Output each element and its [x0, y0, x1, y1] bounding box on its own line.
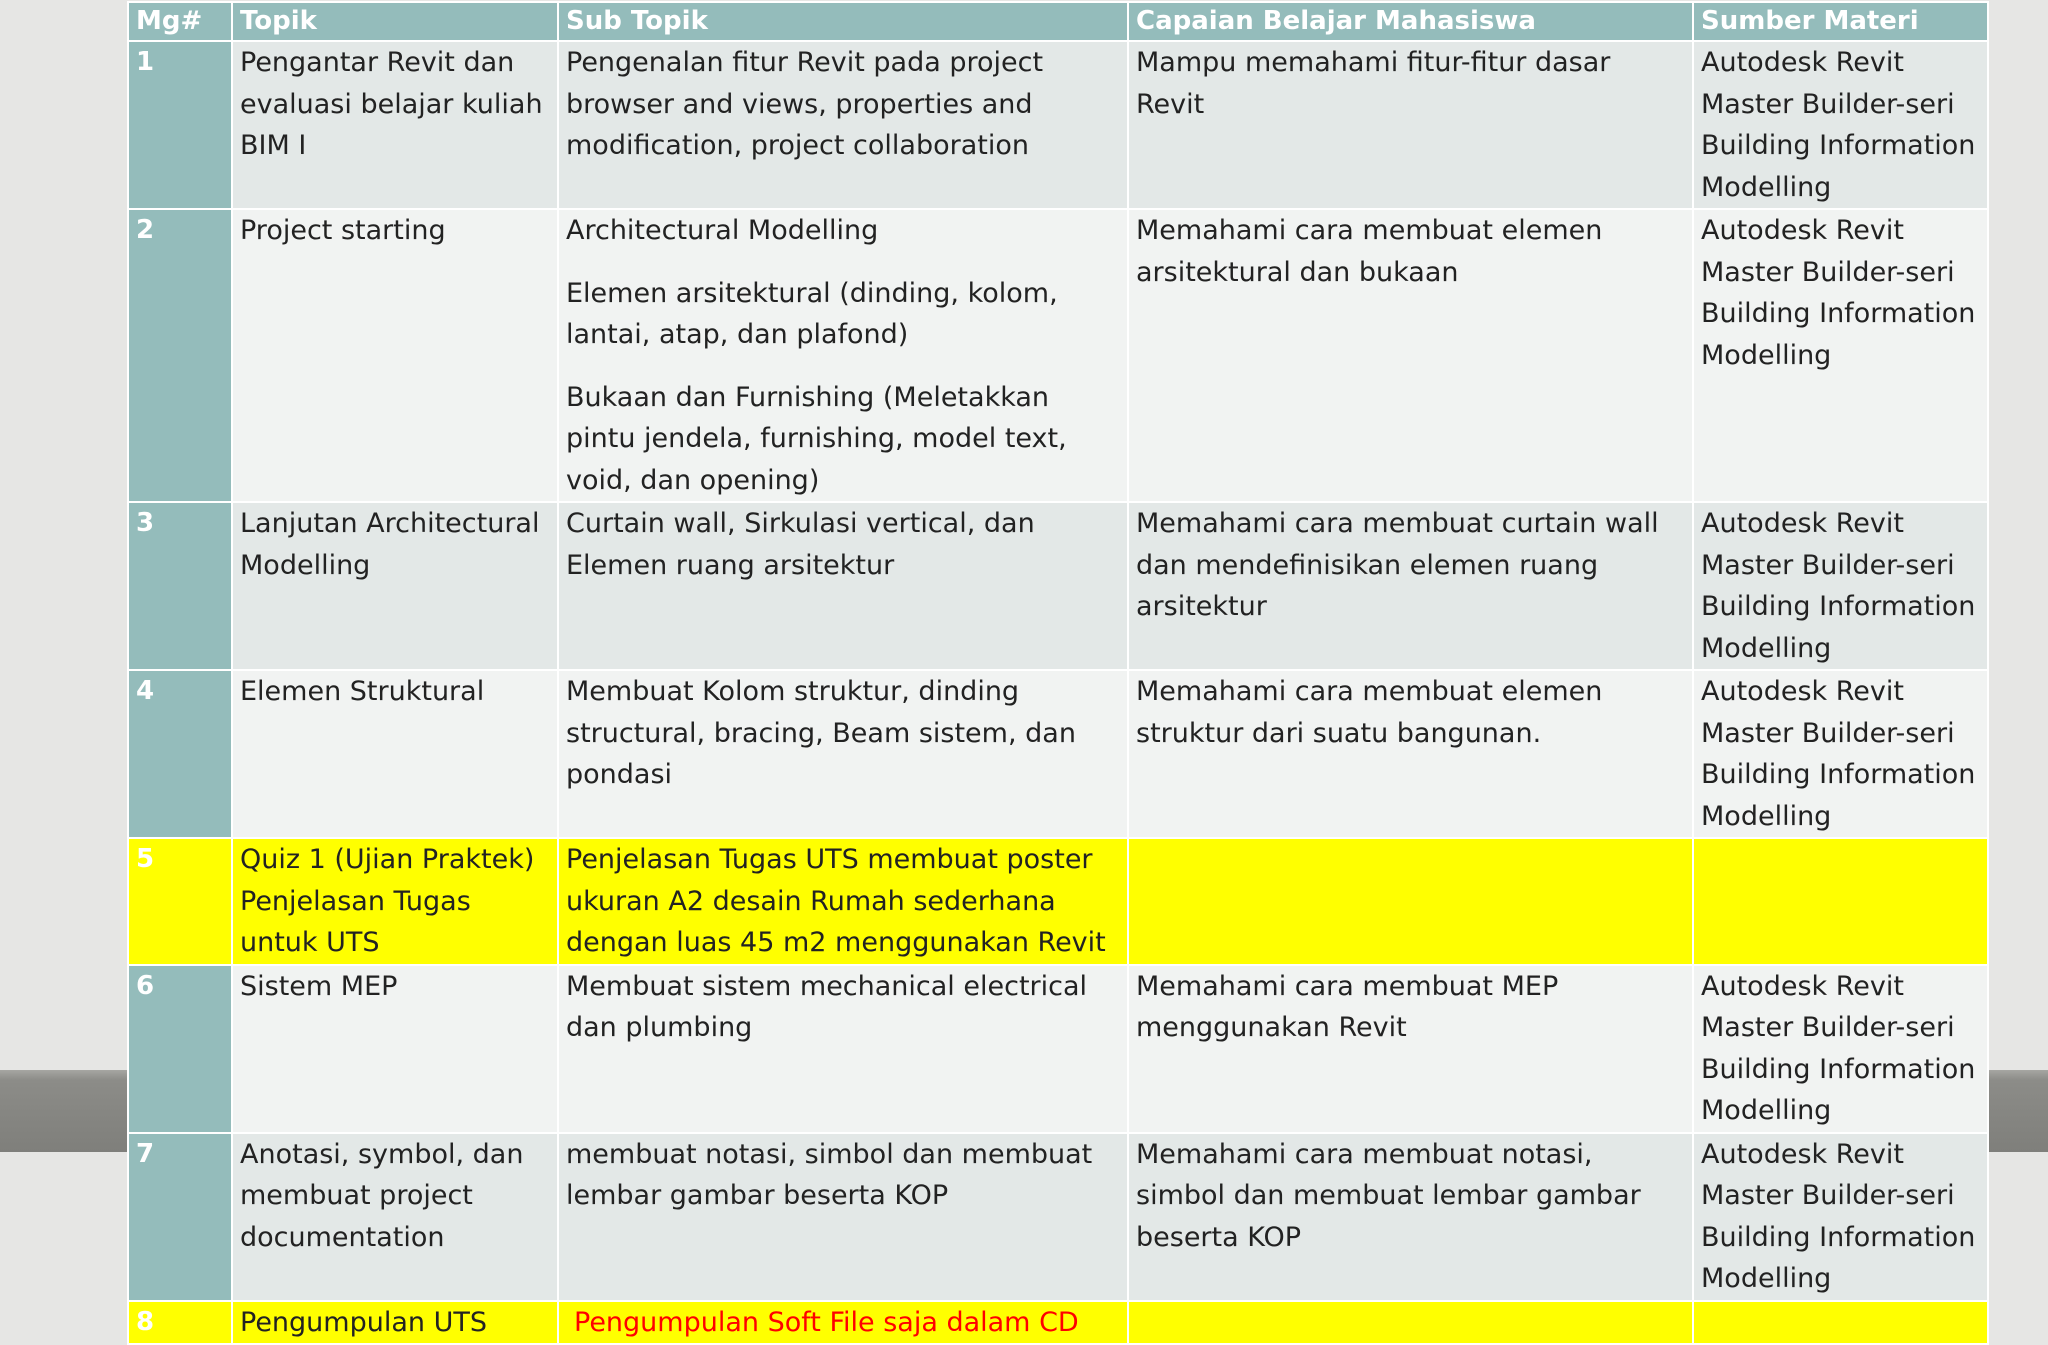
- week-number: 6: [128, 965, 232, 1133]
- outcome-cell: Memahami cara membuat elemen arsitektural dan bukaan: [1128, 209, 1693, 502]
- header-row: [128, 2, 1988, 41]
- subtopic-text: Bukaan dan Furnishing (Meletakkan pintu jendela, furnishing, model text, void, dan opening): [566, 381, 1067, 496]
- subtopic-text: Pengumpulan Soft File saja dalam CD: [574, 1306, 1079, 1338]
- source-cell: [1693, 1301, 1988, 1345]
- subtopic-text: Membuat sistem mechanical electrical dan plumbing: [566, 970, 1088, 1043]
- table-row: [128, 670, 1988, 838]
- subtopic-text: Membuat Kolom struktur, dinding structural, bracing, Beam sistem, dan pondasi: [566, 676, 1076, 790]
- outcome-cell: Mampu memahami fitur-fitur dasar Revit: [1128, 41, 1693, 209]
- header-week: Mg#: [128, 2, 232, 41]
- topic-cell: Sistem MEP: [232, 965, 558, 1133]
- week-number: 3: [128, 502, 232, 670]
- header-topic: Topik: [232, 2, 558, 41]
- week-number: 1: [128, 41, 232, 209]
- subtopic-cell: [558, 965, 1128, 1133]
- header-subtopic: Sub Topik: [558, 2, 1128, 41]
- topic-cell: Quiz 1 (Ujian Praktek) Penjelasan Tugas untuk UTS: [232, 838, 558, 965]
- outcome-cell: Memahami cara membuat MEP menggunakan Revit: [1128, 965, 1693, 1133]
- table-row: [128, 1133, 1988, 1301]
- table-row: [128, 965, 1988, 1133]
- subtopic-cell: [558, 502, 1128, 670]
- subtopic-cell: [558, 41, 1128, 209]
- subtopic-cell: [558, 1133, 1128, 1301]
- subtopic-text: Elemen arsitektural (dinding, kolom, lantai, atap, dan plafond): [566, 277, 1058, 350]
- header-source: Sumber Materi: [1693, 2, 1988, 41]
- source-cell: Autodesk Revit Master Builder-seri Building Information Modelling: [1693, 1133, 1988, 1301]
- source-cell: [1693, 838, 1988, 965]
- table-row: [128, 209, 1988, 502]
- subtopic-cell: [558, 1301, 1128, 1345]
- outcome-cell: [1128, 838, 1693, 965]
- table-row: [128, 502, 1988, 670]
- syllabus-table: [127, 1, 1989, 1345]
- source-cell: Autodesk Revit Master Builder-seri Building Information Modelling: [1693, 41, 1988, 209]
- subtopic-text: membuat notasi, simbol dan membuat lembar gambar beserta KOP: [566, 1138, 1093, 1211]
- week-number: 8: [128, 1301, 232, 1345]
- subtopic-text: Architectural Modelling: [566, 215, 879, 246]
- source-cell: Autodesk Revit Master Builder-seri Building Information Modelling: [1693, 670, 1988, 838]
- topic-cell: Anotasi, symbol, dan membuat project documentation: [232, 1133, 558, 1301]
- header-outcome: Capaian Belajar Mahasiswa: [1128, 2, 1693, 41]
- source-cell: Autodesk Revit Master Builder-seri Building Information Modelling: [1693, 209, 1988, 502]
- week-number: 4: [128, 670, 232, 838]
- week-number: 2: [128, 209, 232, 502]
- topic-cell: Project starting: [232, 209, 558, 502]
- table-row-highlighted: [128, 1301, 1988, 1345]
- subtopic-text: Penjelasan Tugas UTS membuat poster ukuran A2 desain Rumah sederhana dengan luas 45 m2 menggunakan Revit: [566, 844, 1106, 958]
- table-row-highlighted: [128, 838, 1988, 965]
- topic-cell: Lanjutan Architectural Modelling: [232, 502, 558, 670]
- week-number: 5: [128, 838, 232, 965]
- topic-cell: Pengumpulan UTS: [232, 1301, 558, 1345]
- subtopic-text: Curtain wall, Sirkulasi vertical, dan Elemen ruang arsitektur: [566, 508, 1035, 581]
- table-row: [128, 41, 1988, 209]
- outcome-cell: Memahami cara membuat curtain wall dan mendefinisikan elemen ruang arsitektur: [1128, 502, 1693, 670]
- subtopic-text: Pengenalan fitur Revit pada project browser and views, properties and modification, project collaboration: [566, 47, 1044, 161]
- topic-cell: Pengantar Revit dan evaluasi belajar kuliah BIM I: [232, 41, 558, 209]
- subtopic-cell: [558, 670, 1128, 838]
- outcome-cell: [1128, 1301, 1693, 1345]
- topic-cell: Elemen Struktural: [232, 670, 558, 838]
- source-cell: Autodesk Revit Master Builder-seri Building Information Modelling: [1693, 502, 1988, 670]
- subtopic-cell: [558, 209, 1128, 502]
- source-cell: Autodesk Revit Master Builder-seri Building Information Modelling: [1693, 965, 1988, 1133]
- outcome-cell: Memahami cara membuat notasi, simbol dan membuat lembar gambar beserta KOP: [1128, 1133, 1693, 1301]
- subtopic-cell: [558, 838, 1128, 965]
- outcome-cell: Memahami cara membuat elemen struktur dari suatu bangunan.: [1128, 670, 1693, 838]
- week-number: 7: [128, 1133, 232, 1301]
